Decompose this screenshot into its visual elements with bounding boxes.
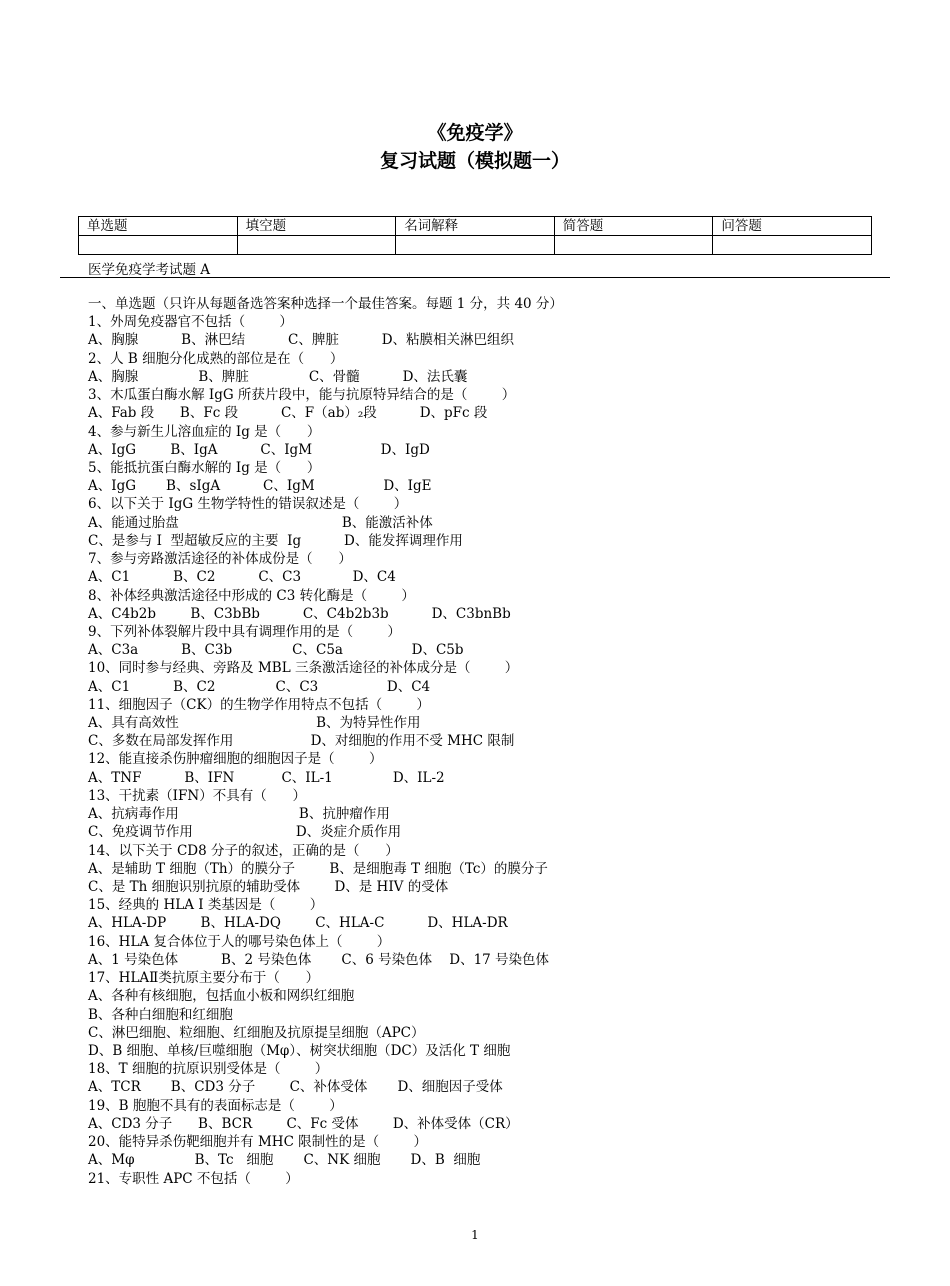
question-line: 17、HLAⅡ类抗原主要分布于（ ） bbox=[88, 970, 320, 987]
question-line: A、抗病毒作用 B、抗肿瘤作用 bbox=[88, 806, 390, 823]
question-line: A、胸腺 B、淋巴结 C、脾脏 D、粘膜相关淋巴组织 bbox=[88, 332, 515, 349]
question-line: 一、单选题（只许从每题备选答案种选择一个最佳答案。每题 1 分，共 40 分） bbox=[88, 296, 563, 312]
question-line: 8、补体经典激活途径中形成的 C3 转化酶是（ ） bbox=[88, 587, 415, 604]
question-line: C、多数在局部发挥作用 D、对细胞的作用不受 MHC 限制 bbox=[88, 733, 515, 750]
question-line: C、是 Th 细胞识别抗原的辅助受体 D、是 HIV 的受体 bbox=[88, 879, 449, 895]
score-cell bbox=[554, 236, 713, 255]
question-line: 15、经典的 HLA I 类基因是（ ） bbox=[88, 897, 324, 914]
question-line: A、CD3 分子 B、BCR C、Fc 受体 D、补体受体（CR） bbox=[88, 1115, 519, 1132]
question-line: 4、参与新生儿溶血症的 Ig 是（ ） bbox=[88, 423, 321, 440]
score-cell bbox=[396, 236, 555, 255]
document-subtitle: 复习试题（模拟题一） bbox=[379, 150, 570, 172]
horizontal-rule bbox=[60, 277, 890, 278]
question-line: 5、能抵抗蛋白酶水解的 Ig 是（ ） bbox=[88, 459, 321, 476]
question-line: A、C1 B、C2 C、C3 D、C4 bbox=[88, 678, 431, 695]
question-line: 13、干扰素（IFN）不具有（ ） bbox=[88, 787, 306, 804]
question-line: 9、下列补体裂解片段中具有调理作用的是（ ） bbox=[88, 623, 401, 640]
exam-name: 医学免疫学考试题 A bbox=[88, 262, 211, 278]
question-line: A、具有高效性 B、为特异性作用 bbox=[88, 715, 421, 732]
score-table-value-row bbox=[79, 236, 872, 255]
question-line: A、TNF B、IFN C、IL-1 D、IL-2 bbox=[88, 769, 445, 786]
question-line: B、各种白细胞和红细胞 bbox=[88, 1006, 233, 1023]
question-line: A、Mφ B、Tc 细胞 C、NK 细胞 D、B 细胞 bbox=[88, 1152, 481, 1169]
score-table-header: 名词解释 bbox=[396, 217, 555, 236]
question-line: A、TCR B、CD3 分子 C、补体受体 D、细胞因子受体 bbox=[88, 1079, 503, 1096]
question-line: D、B 细胞、单核/巨噬细胞（Mφ）、树突状细胞（DC）及活化 T 细胞 bbox=[88, 1042, 511, 1059]
score-cell bbox=[713, 236, 872, 255]
score-table-header: 问答题 bbox=[713, 217, 872, 236]
score-table-header: 填空题 bbox=[237, 217, 396, 236]
question-line: A、IgG B、IgA C、IgM D、IgD bbox=[88, 441, 430, 458]
score-table bbox=[78, 216, 872, 255]
question-line: A、C3a B、C3b C、C5a D、C5b bbox=[88, 642, 464, 659]
question-line: 7、参与旁路激活途径的补体成份是（ ） bbox=[88, 551, 352, 568]
score-table-header-row bbox=[79, 217, 872, 236]
score-table-header: 简答题 bbox=[554, 217, 713, 236]
question-line: C、是参与 I 型超敏反应的主要 Ig D、能发挥调理作用 bbox=[88, 532, 463, 549]
question-line: 14、以下关于 CD8 分子的叙述，正确的是（ ） bbox=[88, 842, 399, 859]
question-line: A、1 号染色体 B、2 号染色体 C、6 号染色体 D、17 号染色体 bbox=[88, 951, 550, 968]
question-line: A、HLA-DP B、HLA-DQ C、HLA-C D、HLA-DR bbox=[88, 915, 508, 932]
question-line: C、免疫调节作用 D、炎症介质作用 bbox=[88, 824, 402, 841]
question-line: 19、B 胞胞不具有的表面标志是（ ） bbox=[88, 1097, 343, 1114]
score-cell bbox=[237, 236, 396, 255]
question-line: 20、能特异杀伤靶细胞并有 MHC 限制性的是（ ） bbox=[88, 1134, 428, 1151]
question-line: 21、专职性 APC 不包括（ ） bbox=[88, 1170, 299, 1187]
question-line: 18、T 细胞的抗原识别受体是（ ） bbox=[88, 1061, 329, 1078]
question-line: 3、木瓜蛋白酶水解 IgG 所获片段中，能与抗原特异结合的是（ ） bbox=[88, 387, 516, 404]
question-content bbox=[88, 295, 888, 1188]
page-number: 1 bbox=[471, 1228, 479, 1242]
question-line: 11、细胞因子（CK）的生物学作用特点不包括（ ） bbox=[88, 696, 430, 713]
score-cell bbox=[79, 236, 238, 255]
question-line: A、是辅助 T 细胞（Th）的膜分子 B、是细胞毒 T 细胞（Tc）的膜分子 bbox=[88, 860, 548, 877]
question-line: 2、人 B 细胞分化成熟的部位是在（ ） bbox=[88, 350, 344, 367]
question-line: A、能通过胎盘 B、能激活补体 bbox=[88, 514, 433, 531]
question-line: 10、同时参与经典、旁路及 MBL 三条激活途径的补体成分是（ ） bbox=[88, 660, 519, 677]
question-line: A、C4b2b B、C3bBb C、C4b2b3b D、C3bnBb bbox=[88, 605, 511, 622]
question-line: 6、以下关于 IgG 生物学特性的错误叙述是（ ） bbox=[88, 496, 408, 513]
question-line: 16、HLA 复合体位于人的哪号染色体上（ ） bbox=[88, 933, 391, 950]
question-line: 1、外周免疫器官不包括（ ） bbox=[88, 314, 293, 331]
document-title: 《免疫学》 bbox=[427, 122, 523, 144]
question-line: A、C1 B、C2 C、C3 D、C4 bbox=[88, 569, 396, 586]
question-line: C、淋巴细胞、粒细胞、红细胞及抗原提呈细胞（APC） bbox=[88, 1024, 425, 1041]
question-line: A、IgG B、sIgA C、IgM D、IgE bbox=[88, 478, 432, 495]
question-line: A、Fab 段 B、Fc 段 C、F（ab）₂段 D、pFc 段 bbox=[88, 405, 488, 422]
question-line: A、胸腺 B、脾脏 C、骨髓 D、法氏囊 bbox=[88, 368, 468, 385]
score-table-header: 单选题 bbox=[79, 217, 238, 236]
question-line: 12、能直接杀伤肿瘤细胞的细胞因子是（ ） bbox=[88, 751, 383, 768]
question-line: A、各种有核细胞，包括血小板和网织红细胞 bbox=[88, 988, 355, 1005]
